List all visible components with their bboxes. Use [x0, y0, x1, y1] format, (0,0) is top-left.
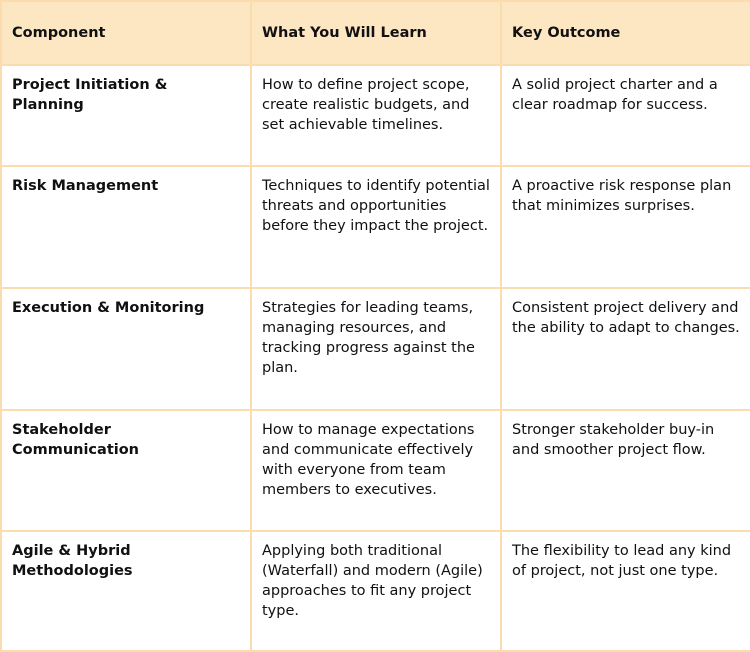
header-row: [1, 1, 750, 65]
outcome-cell: A solid project charter and a clear roadmap for success.: [501, 65, 750, 166]
learn-cell: How to define project scope, create realistic budgets, and set achievable timelines.: [251, 65, 501, 166]
outcome-cell: The flexibility to lead any kind of project, not just one type.: [501, 531, 750, 651]
outcome-cell: Consistent project delivery and the ability to adapt to changes.: [501, 288, 750, 410]
component-cell: Stakeholder Communication: [1, 410, 251, 531]
table-body: [1, 65, 750, 651]
learn-cell: Strategies for leading teams, managing resources, and tracking progress against the plan.: [251, 288, 501, 410]
table-row: [1, 65, 750, 166]
component-cell: Execution & Monitoring: [1, 288, 251, 410]
learn-cell: How to manage expectations and communicate effectively with everyone from team members to executives.: [251, 410, 501, 531]
learn-cell: Applying both traditional (Waterfall) and modern (Agile) approaches to fit any project type.: [251, 531, 501, 651]
component-cell: Project Initiation & Planning: [1, 65, 251, 166]
table-row: [1, 531, 750, 651]
table-row: [1, 288, 750, 410]
table-header: [1, 1, 750, 65]
outcome-cell: A proactive risk response plan that minimizes surprises.: [501, 166, 750, 288]
header-what-you-will-learn: What You Will Learn: [251, 1, 501, 65]
header-component: Component: [1, 1, 251, 65]
outcome-cell: Stronger stakeholder buy-in and smoother project flow.: [501, 410, 750, 531]
component-cell: Risk Management: [1, 166, 251, 288]
learn-cell: Techniques to identify potential threats and opportunities before they impact the project.: [251, 166, 501, 288]
header-key-outcome: Key Outcome: [501, 1, 750, 65]
table-row: [1, 166, 750, 288]
table-row: [1, 410, 750, 531]
component-cell: Agile & Hybrid Methodologies: [1, 531, 251, 651]
